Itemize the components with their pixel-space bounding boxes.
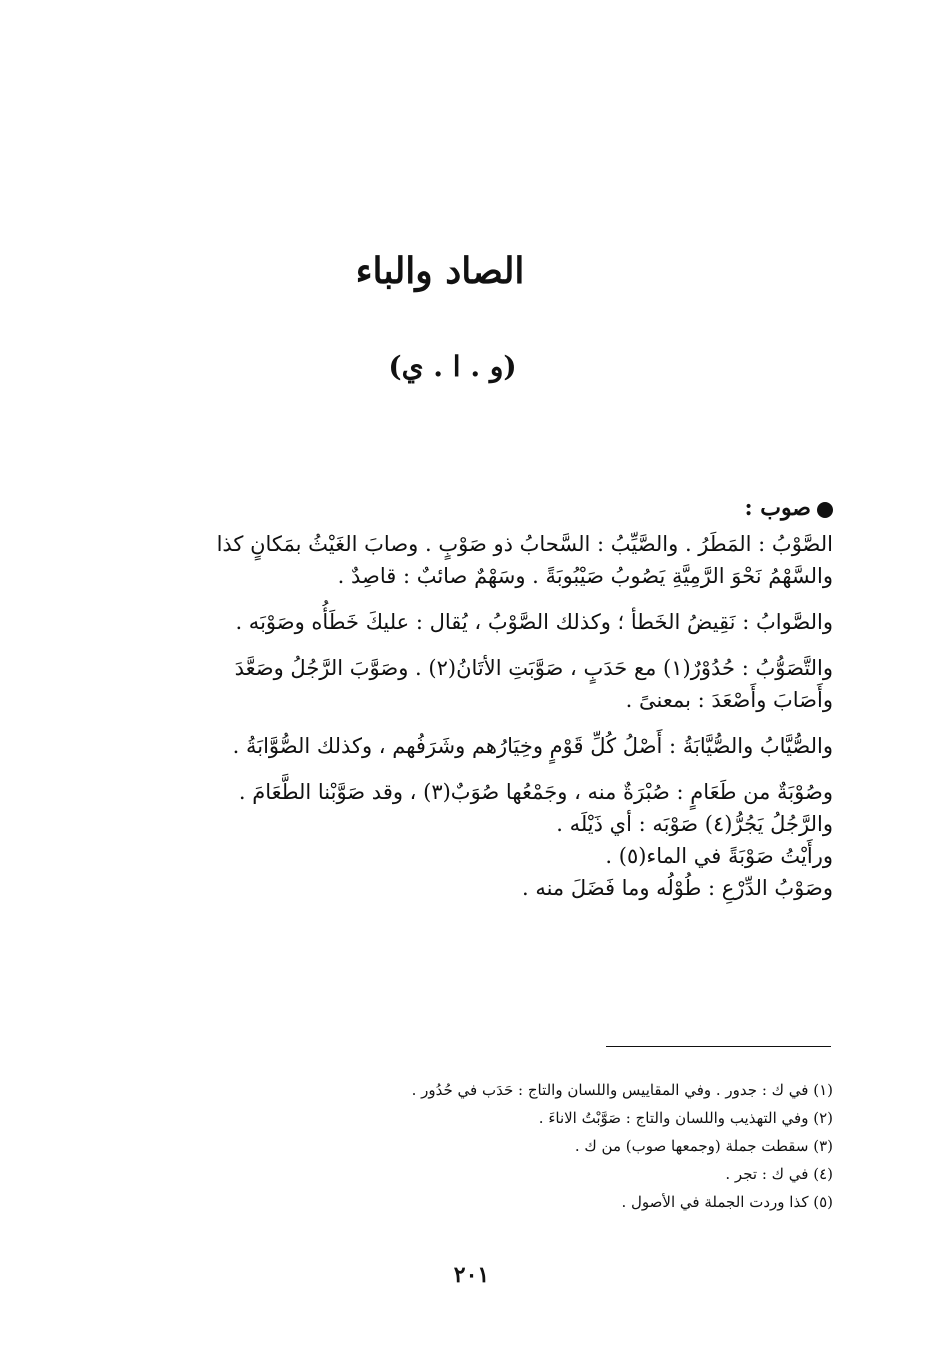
text-line: الصَّوْبُ : المَطَرُ . والصَّيِّبُ : السَّحابُ ذو صَوْبٍ . وصابَ الغَيْثُ بمَكانٍ كذا <box>216 532 833 556</box>
footnote: (٣) سقطت جملة (وجمعها صوب) من ك . <box>574 1137 833 1155</box>
root-letters: (و . ا . ي) <box>388 350 517 383</box>
text-line: وأَصَابَ وأَصْعَدَ : بمعنىً . <box>625 688 833 712</box>
paragraph <box>103 730 833 762</box>
entry-body <box>103 492 833 918</box>
text-line: والرَّجُلُ يَجُرُّ(٤) صَوْبَه : أي ذَيْلَه . <box>556 812 833 836</box>
text-line: والصُّيَّابُ والصُّيَّابَةُ : أَصْلُ كُلِّ قَوْمٍ وخِيَارُهم وشَرَفُهم ، وكذلك الصُّوَّابَةُ . <box>232 734 833 758</box>
paragraph <box>103 528 833 592</box>
paragraph <box>103 606 833 638</box>
paragraph <box>103 776 833 904</box>
paragraph <box>103 652 833 716</box>
text-line: والتَّصَوُّبُ : حُدُوْرٌ(١) مع حَدَبٍ ، صَوَّبَتِ الأتَانُ(٢) . وصَوَّبَ الرَّجُلُ وصَعَّدَ <box>234 656 833 680</box>
entry-head-word: صوب : <box>744 495 811 521</box>
footnote: (١) في ك : جدور . وفي المقاييس واللسان والتاج : حَدَب في حُدُور . <box>411 1081 833 1099</box>
page-number: ٢٠١ <box>453 1262 490 1288</box>
footnote: (٥) كذا وردت الجملة في الأصول . <box>621 1193 833 1211</box>
text-line: ورأَيْتُ صَوْبَةً في الماء(٥) . <box>605 844 833 868</box>
footnotes <box>113 1076 833 1216</box>
text-line: والسَّهْمُ نَحْوَ الرَّمِيَّةِ يَصُوبُ صَيْبُوبَةً . وسَهْمٌ صائبٌ : قاصِدٌ . <box>337 564 833 588</box>
bullet-icon <box>817 502 833 518</box>
footnote: (٢) وفي التهذيب واللسان والتاج : صَوَّبْتُ الاناءَ . <box>538 1109 833 1127</box>
footnote-divider <box>606 1046 831 1047</box>
text-line: والصَّوابُ : نَقِيضُ الخَطأ ؛ وكذلك الصَّوْبُ ، يُقال : عليكَ خَطَأُه وصَوْبَه . <box>235 610 833 634</box>
text-line: وصُوْبَةٌ من طَعَامٍ : صُبْرَةٌ منه ، وجَمْعُها صُوَبٌ(٣) ، وقد صَوَّبْنا الطَّعَامَ . <box>238 780 833 804</box>
footnote: (٤) في ك : تجر . <box>725 1165 833 1183</box>
text-line: وصَوْبُ الدِّرْعِ : طُوْلُه وما فَضَلَ منه . <box>521 876 833 900</box>
entry-heading <box>103 492 833 524</box>
chapter-title: الصاد والباء <box>355 250 525 292</box>
